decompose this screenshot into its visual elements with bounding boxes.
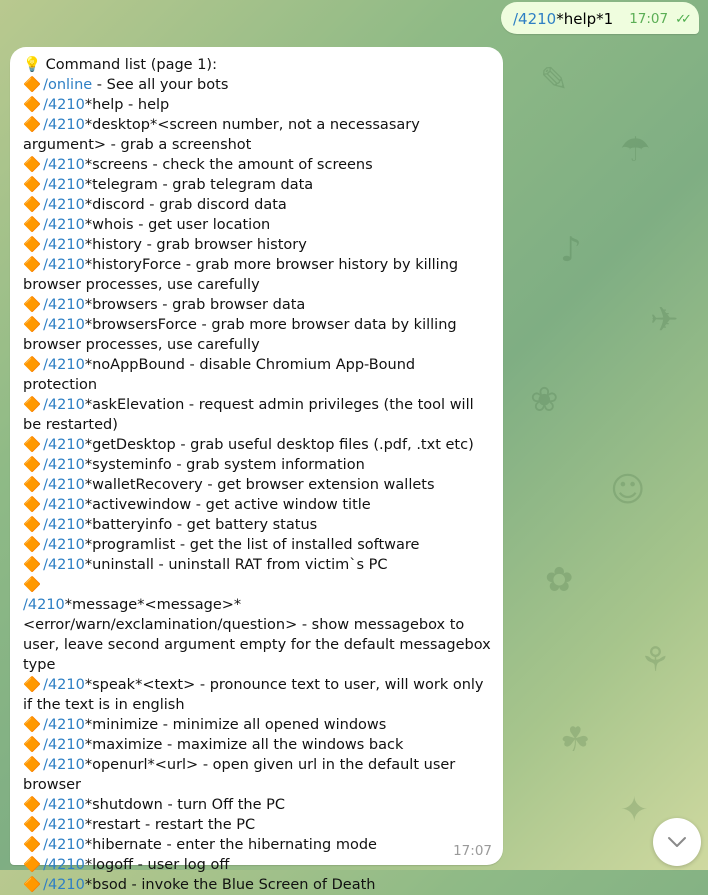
command-list-item: [23, 715, 493, 735]
command-link[interactable]: /4210: [43, 177, 85, 193]
orange-diamond-icon: 🔶: [23, 77, 42, 93]
orange-diamond-icon: 🔶: [23, 737, 42, 753]
command-list-item: [23, 435, 493, 455]
command-link[interactable]: /4210: [43, 537, 85, 553]
command-link[interactable]: /4210: [43, 877, 85, 893]
command-description: *systeminfo - grab system information: [84, 457, 365, 473]
command-list-item: [23, 255, 493, 295]
command-description: *bsod - invoke the Blue Screen of Death: [84, 877, 376, 893]
command-list-title: Command list (page 1):: [45, 57, 217, 73]
command-list-item: [23, 815, 493, 835]
orange-diamond-icon: 🔶: [23, 177, 42, 193]
command-description: *screens - check the amount of screens: [84, 157, 373, 173]
command-description: *history - grab browser history: [84, 237, 307, 253]
command-list-item: [23, 315, 493, 355]
command-list-item: [23, 795, 493, 815]
command-description: *getDesktop - grab useful desktop files (.pdf, .txt etc): [84, 437, 474, 453]
orange-diamond-icon: 🔶: [23, 357, 42, 373]
orange-diamond-icon: 🔶: [23, 877, 42, 893]
command-link[interactable]: /4210: [43, 157, 85, 173]
command-link[interactable]: /4210: [43, 117, 85, 133]
outgoing-command-args: *help*1: [556, 10, 614, 28]
command-description: *walletRecovery - get browser extension wallets: [84, 477, 435, 493]
command-link[interactable]: /4210: [43, 677, 85, 693]
command-list-item: [23, 475, 493, 495]
command-list-item: [23, 235, 493, 255]
command-description: *discord - grab discord data: [84, 197, 287, 213]
command-description: *desktop*<screen number, not a necessasary argument> - grab a screenshot: [23, 117, 420, 153]
orange-diamond-icon: 🔶: [23, 717, 42, 733]
command-link[interactable]: /4210: [43, 217, 85, 233]
command-description: *maximize - maximize all the windows back: [84, 737, 404, 753]
command-list-item: [23, 395, 493, 435]
orange-diamond-icon: 🔶: [23, 457, 42, 473]
command-description: *help - help: [84, 97, 170, 113]
command-link[interactable]: /4210: [43, 97, 85, 113]
command-list-item: [23, 515, 493, 535]
command-description: *programlist - get the list of installed software: [84, 537, 420, 553]
command-link[interactable]: /4210: [43, 737, 85, 753]
scroll-down-button[interactable]: [653, 818, 701, 866]
lightbulb-icon: 💡: [23, 57, 42, 73]
command-link[interactable]: /4210: [43, 477, 85, 493]
command-description: *browsersForce - grab more browser data by killing browser processes, use carefully: [23, 317, 457, 353]
command-list-header: [23, 55, 493, 75]
command-link[interactable]: /4210: [43, 297, 85, 313]
orange-diamond-icon: 🔶: [23, 317, 42, 333]
command-link[interactable]: /4210: [43, 517, 85, 533]
command-list-item: [23, 95, 493, 115]
orange-diamond-icon: 🔶: [23, 837, 42, 853]
command-list-item: [23, 295, 493, 315]
command-description: *noAppBound - disable Chromium App-Bound protection: [23, 357, 416, 393]
orange-diamond-icon: 🔶: [23, 237, 42, 253]
outgoing-command-link[interactable]: /4210: [513, 10, 557, 28]
command-list-item: [23, 575, 493, 675]
command-link[interactable]: /4210: [43, 197, 85, 213]
orange-diamond-icon: 🔶: [23, 297, 42, 313]
command-description: *message*<message>*<error/warn/exclamination/question> - show messagebox to user, leave second argument empty for the default messagebox type: [23, 597, 491, 673]
command-link[interactable]: /4210: [43, 237, 85, 253]
command-description: *batteryinfo - get battery status: [84, 517, 318, 533]
command-link[interactable]: /4210: [43, 717, 85, 733]
orange-diamond-icon: 🔶: [23, 97, 42, 113]
orange-diamond-icon: 🔶: [23, 257, 42, 273]
chevron-down-icon: [665, 830, 689, 854]
command-link[interactable]: /4210: [43, 317, 85, 333]
command-list-item: [23, 535, 493, 555]
orange-diamond-icon: 🔶: [23, 677, 42, 693]
command-list-item: [23, 835, 493, 855]
orange-diamond-icon: 🔶: [23, 217, 42, 233]
command-link[interactable]: /4210: [43, 457, 85, 473]
command-link[interactable]: /4210: [43, 257, 85, 273]
orange-diamond-icon: 🔶: [23, 397, 42, 413]
orange-diamond-icon: 🔶: [23, 817, 42, 833]
command-list-item: [23, 675, 493, 715]
command-link[interactable]: /4210: [43, 497, 85, 513]
orange-diamond-icon: 🔶: [23, 517, 42, 533]
command-list-item: [23, 755, 493, 795]
command-list-item: [23, 495, 493, 515]
command-link[interactable]: /4210: [23, 597, 65, 613]
command-list-item: [23, 115, 493, 155]
command-link[interactable]: /4210: [43, 757, 85, 773]
command-list-item: [23, 195, 493, 215]
command-description: *whois - get user location: [84, 217, 271, 233]
command-list-item: [23, 875, 493, 895]
command-description: *shutdown - turn Off the PC: [84, 797, 285, 813]
command-description: *openurl*<url> - open given url in the default user browser: [23, 757, 456, 793]
command-description: *historyForce - grab more browser history by killing browser processes, use carefully: [23, 257, 459, 293]
orange-diamond-icon: 🔶: [23, 197, 42, 213]
command-link[interactable]: /4210: [43, 357, 85, 373]
orange-diamond-icon: 🔶: [23, 757, 42, 773]
command-list-item: [23, 355, 493, 395]
orange-diamond-icon: 🔶: [23, 797, 42, 813]
command-description: *askElevation - request admin privileges (the tool will be restarted): [23, 397, 474, 433]
command-list-item: [23, 155, 493, 175]
background-pattern: ✎ ☂ ♪ ✈ ❀ ☺ ✿ ⚘ ☘ ✦: [530, 60, 679, 830]
command-link[interactable]: /4210: [43, 837, 85, 853]
orange-diamond-icon: 🔶: [23, 857, 42, 873]
outgoing-meta: [629, 11, 687, 27]
orange-diamond-icon: 🔶: [23, 537, 42, 553]
orange-diamond-icon: 🔶: [23, 157, 42, 173]
outgoing-message[interactable]: [501, 2, 699, 34]
command-description: *telegram - grab telegram data: [84, 177, 314, 193]
command-link[interactable]: /4210: [43, 857, 85, 873]
command-list-item: [23, 735, 493, 755]
orange-diamond-icon: 🔶: [23, 557, 42, 573]
double-check-icon: ✓✓: [675, 11, 687, 27]
command-link[interactable]: /4210: [43, 397, 85, 413]
command-description: *hibernate - enter the hibernating mode: [84, 837, 377, 853]
command-description: *browsers - grab browser data: [84, 297, 306, 313]
command-list-item: [23, 455, 493, 475]
orange-diamond-icon: 🔶: [23, 497, 42, 513]
command-description: *restart - restart the PC: [84, 817, 256, 833]
command-link[interactable]: /4210: [43, 437, 85, 453]
command-list-item: [23, 175, 493, 195]
command-description: - See all your bots: [92, 77, 229, 93]
command-list-item: [23, 215, 493, 235]
outgoing-time: 17:07: [629, 11, 669, 27]
orange-diamond-icon: 🔶: [23, 477, 42, 493]
command-link[interactable]: /4210: [43, 817, 85, 833]
command-description: *speak*<text> - pronounce text to user, will work only if the text is in english: [23, 677, 484, 713]
orange-diamond-icon: 🔶: [23, 577, 42, 593]
command-description: *logoff - user log off: [84, 857, 230, 873]
command-list-item: [23, 855, 493, 875]
incoming-message[interactable]: [10, 47, 503, 893]
orange-diamond-icon: 🔶: [23, 437, 42, 453]
command-list-item: [23, 75, 493, 95]
command-description: *minimize - minimize all opened windows: [84, 717, 387, 733]
orange-diamond-icon: 🔶: [23, 117, 42, 133]
command-list-item: [23, 555, 493, 575]
command-link[interactable]: /4210: [43, 797, 85, 813]
incoming-time: 17:07: [453, 843, 492, 859]
command-link[interactable]: /4210: [43, 557, 85, 573]
command-description: *uninstall - uninstall RAT from victim`s PC: [84, 557, 388, 573]
command-link[interactable]: /online: [43, 77, 93, 93]
command-list: [23, 75, 493, 895]
command-description: *activewindow - get active window title: [84, 497, 371, 513]
